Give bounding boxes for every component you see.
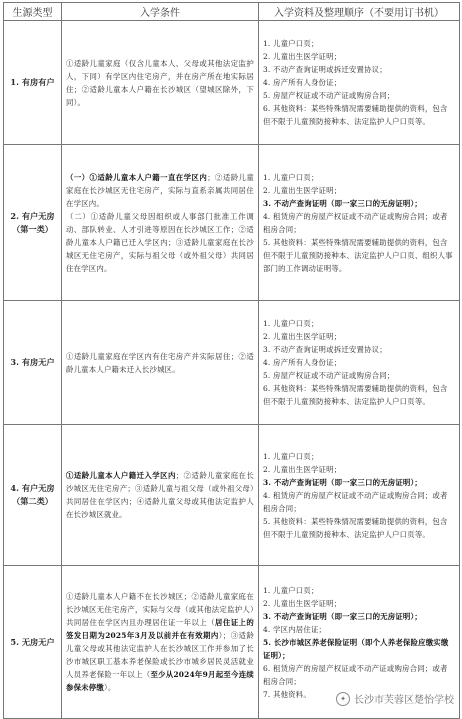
row-type: 1. 有房有户 — [4, 21, 62, 145]
condition-part: （一）①适龄儿童本人户籍一直在学区内 — [66, 172, 208, 182]
material-item: 2. 儿童出生医学证明； — [263, 598, 342, 608]
condition-part: ①适龄儿童本人户籍不在长沙城区；②适龄儿童家庭在长沙城区无住宅房产，实际与父母（或其他法定监护人）共同居住在学区内且办理居住证一年以上（ — [66, 592, 254, 627]
material-item: 4. 学区内居住证； — [263, 624, 327, 634]
material-item: 4. 租赁房产的房屋产权证或不动产证或购房合同；或者租房合同； — [263, 211, 448, 234]
material-item: 7. 其他资料。 — [263, 689, 311, 699]
row-materials — [259, 425, 460, 566]
material-item: 6. 其他资料：某些特殊情况需要辅助提供的资料，包含但不限于儿童预防接种本、法定监护人户口页等。 — [263, 104, 448, 126]
condition-part: ；②适龄儿童家庭在长沙城区无住宅房产；③适龄儿童与祖父母（或外祖父母）共同居住在学区内；④适龄儿童父母或其他法定监护人在长沙城区就业。 — [66, 471, 254, 519]
table-row — [4, 145, 460, 301]
condition-part: （二）①适龄儿童父母因组织或人事部门批准工作调动、部队转业、人才引进等原因在长沙城区工作；②适龄儿童本人户籍已迁入学区内；③适龄儿童家庭在长沙城区无住宅房产，实际与祖父母（或外祖父母）共同居住在学区内。 — [66, 211, 254, 273]
table-row — [4, 21, 460, 145]
row-type: 5. 无房无户 — [4, 566, 62, 719]
row-materials — [259, 301, 460, 425]
material-item: 1. 儿童户口页； — [263, 451, 319, 461]
material-item: 4. 房产所有人身份证； — [263, 78, 342, 87]
material-item: 5. 房屋产权证或不动产证或购房合同； — [263, 91, 395, 100]
material-item: 3. 不动产查询证明或拆迁安置协议； — [263, 65, 387, 74]
material-item: 3. 不动产查询证明（即一家三口的无房证明）； — [263, 477, 423, 487]
row-conditions — [62, 425, 259, 566]
material-item: 5. 其他资料：某些特殊情况需要辅助提供的资料，包含但不限于儿童预防接种本、法定监护人户口页等。 — [263, 516, 448, 539]
material-item: 4. 房产所有人身份证； — [263, 358, 342, 367]
condition-part: ①适龄儿童本人户籍迁入学区内 — [66, 471, 176, 480]
material-item: 2. 儿童出生医学证明； — [263, 185, 342, 195]
header-materials: 入学资料及整理顺序（不要用订书机） — [259, 3, 460, 21]
row-type: 4. 有户无房（第二类） — [4, 425, 62, 566]
header-type: 生源类型 — [4, 3, 62, 21]
condition-part: ）。 — [103, 683, 116, 692]
material-item: 2. 儿童出生医学证明； — [263, 464, 342, 474]
material-item: 3. 不动产查询证明（即一家三口的无房证明）； — [263, 611, 423, 621]
material-item: 3. 不动产查询证明（即一家三口的无房证明）； — [263, 198, 423, 208]
material-item: 4. 租赁房产的房屋产权证或不动产证或购房合同；或者租房合同； — [263, 490, 448, 513]
wechat-icon: ✦ — [336, 692, 350, 706]
condition-part: 居住证上的签发日期为2025年3月及以前并在有效期内 — [66, 618, 254, 640]
material-item: 5. 房屋产权证或不动产证或购房合同； — [263, 371, 395, 380]
material-item: 1. 儿童户口页； — [263, 172, 319, 182]
row-conditions — [62, 566, 259, 719]
header-conditions: 入学条件 — [62, 3, 259, 21]
material-item: 2. 儿童出生医学证明； — [263, 52, 342, 61]
table-row — [4, 301, 460, 425]
material-item: 5. 长沙市城区养老保险证明（即个人养老保险应缴实缴证明）； — [263, 637, 449, 660]
row-type: 2. 有户无房（第一类） — [4, 145, 62, 301]
watermark — [336, 691, 454, 706]
row-conditions: ①适龄儿童家庭在学区内有住宅房产并实际居住；②适龄儿童本人户籍未迁入长沙城区。 — [62, 301, 259, 425]
material-item: 1. 儿童户口页； — [263, 39, 319, 48]
condition-part: ；②适龄儿童家庭在长沙城区无住宅房产，实际与直系亲属共同居住在学区内。 — [66, 172, 254, 208]
material-item: 1. 儿童户口页； — [263, 585, 319, 595]
watermark-text: 长沙市芙蓉区楚怡学校 — [354, 695, 454, 706]
row-conditions: ①适龄儿童家庭（仅含儿童本人、父母或其他法定监护人，下同）有学区内住宅房产，并在房产所在地实际居住；②适龄儿童本人户籍在长沙城区（望城区除外，下同）。 — [62, 21, 259, 145]
condition-part: 至少从2024年9月起至今连续参保未停缴 — [66, 670, 254, 692]
condition-part: ）；③适龄儿童父母或其他法定监护人在长沙城区工作并参加了长沙市城区职工基本养老保险或长沙市城乡居民灵活就业人员养老保险一年以上（ — [66, 631, 254, 679]
material-item: 6. 租赁房产的房屋产权证或不动产证或购房合同；或者租房合同； — [263, 663, 448, 686]
header-row — [4, 3, 460, 21]
row-materials — [259, 145, 460, 301]
material-item: 3. 不动产查询证明或拆迁安置协议； — [263, 345, 387, 354]
enrollment-table — [3, 2, 460, 719]
material-item: 2. 儿童出生医学证明； — [263, 332, 342, 341]
row-conditions — [62, 145, 259, 301]
row-type: 3. 有房无户 — [4, 301, 62, 425]
row-materials — [259, 21, 460, 145]
material-item: 6. 其他资料：某些特殊情况需要辅助提供的资料，包含但不限于儿童预防接种本、法定监护人户口页等。 — [263, 384, 448, 406]
material-item: 5. 其他资料：某些特殊情况需要辅助提供的资料，包含但不限于儿童预防接种本、法定监护人户口页、组织人事部门的工作调动证明等。 — [263, 237, 453, 273]
table-row — [4, 425, 460, 566]
material-item: 1. 儿童户口页； — [263, 319, 319, 328]
